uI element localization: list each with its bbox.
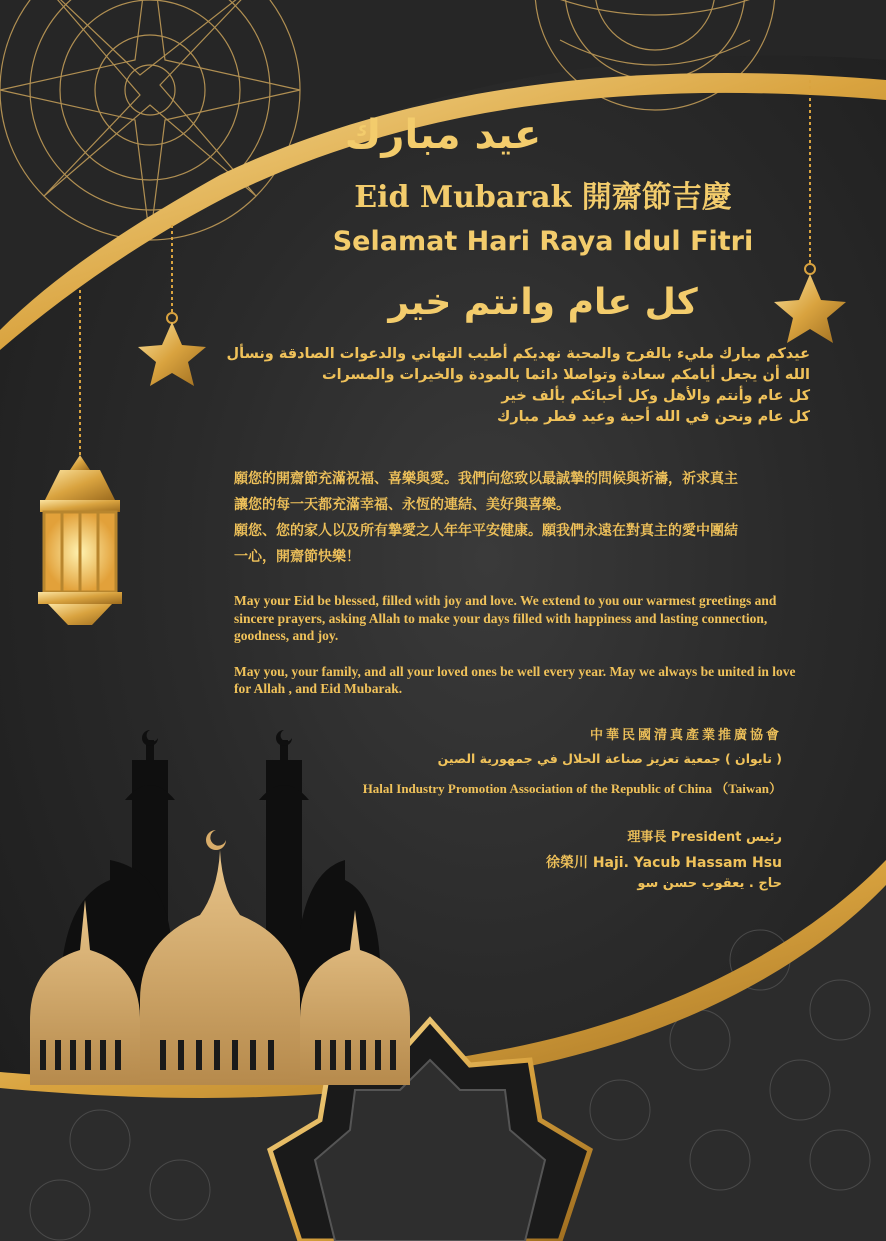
title-arabic: عيد مبارك — [344, 112, 542, 158]
english-paragraph: May your Eid be blessed, filled with joy and love. We extend to you our warmest greetings and sincere prayers, asking Allah to make your days filled with happiness and lasting connection, goodness, and joy. — [234, 593, 777, 643]
english-paragraph: May you, your family, and all your loved ones be well every year. May we always be united in love for Allah , and Eid Mubarak. — [234, 663, 796, 696]
chinese-line: 願您、您的家人以及所有摯愛之人年年平安健康。願我們永遠在對真主的愛中團結 — [234, 523, 738, 539]
arabic-line: عيدكم مبارك مليء بالفرح والمحبة نهديكم أطيب التهاني والدعوات الصادقة ونسأل — [226, 346, 810, 362]
org-name-arabic: ( تايوان ) جمعية تعزيز صناعة الحلال في جمهورية الصين — [437, 751, 782, 766]
signatory-name: 徐榮川 Haji. Yacub Hassam Hsu — [545, 855, 782, 871]
signatory-name-arabic: حاج . يعقوب حسن سو — [637, 876, 782, 891]
english-message — [234, 592, 814, 716]
arabic-line: كل عام وأنتم والأهل وكل أحبائكم بألف خير — [501, 388, 810, 404]
arabic-line: كل عام ونحن في الله أحبة وعيد فطر مبارك — [497, 409, 810, 425]
title-malay: Selamat Hari Raya Idul Fitri — [332, 226, 754, 257]
signatory-role: 理事長 President رئيس — [627, 830, 782, 845]
lantern-icon — [38, 290, 122, 625]
arabic-message — [210, 344, 810, 428]
arabic-line: الله أن يجعل أيامكم سعادة وتواصلا دائما بالمودة والخيرات والمسرات — [322, 367, 810, 383]
mosque-silhouette-icon — [30, 730, 410, 1085]
title-english-chinese: Eid Mubarak 開齋節吉慶 — [354, 180, 732, 215]
chinese-line: 願您的開齋節充滿祝福、喜樂與愛。我們向您致以最誠摯的問候與祈禱，祈求真主 — [234, 471, 738, 487]
org-name-chinese: 中華民國清真產業推廣協會 — [589, 728, 782, 743]
chinese-message — [234, 466, 814, 570]
chinese-line: 一心，開齋節快樂！ — [234, 549, 360, 565]
org-name-english: Halal Industry Promotion Association of the Republic of China （Taiwan） — [362, 781, 782, 796]
chinese-line: 讓您的每一天都充滿幸福、永恆的連結、美好與喜樂。 — [234, 497, 570, 513]
greeting-arabic: كل عام وانتم خير — [388, 282, 698, 323]
crescent-icon — [142, 730, 292, 746]
